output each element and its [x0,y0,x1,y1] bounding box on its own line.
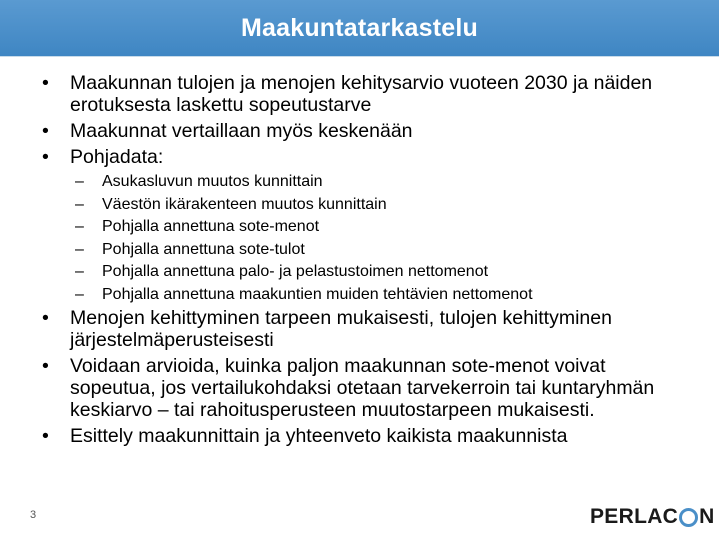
dash-icon: – [75,240,84,258]
bullet-item [0,355,719,421]
bullet-text: Maakunnan tulojen ja menojen kehitysarvio vuoteen 2030 ja näiden erotuksesta laskettu sopeutustarve [70,72,653,116]
sub-bullet-text: Pohjalla annettuna palo- ja pelastustoimen nettomenot [102,263,489,280]
sub-bullet-text: Pohjalla annettuna sote-tulot [102,240,305,258]
bullet-icon: • [42,307,49,329]
slide-content [0,72,719,451]
bullet-text: Voidaan arvioida, kuinka paljon maakunnan sote-menot voivat sopeutua, jos vertailukohdaksi otetaan tarvekerroin tai kuntaryhmän keskiarvo – tai rahoitusperusteen muutostarpeen mukaisesti. [70,355,655,421]
dash-icon: – [75,173,84,190]
logo-text-end: N [699,505,715,528]
dash-icon: – [75,263,84,280]
sub-bullet-text: Väestön ikärakenteen muutos kunnittain [102,195,387,213]
bullet-item [0,425,719,447]
dash-icon: – [75,195,84,213]
bullet-item [0,72,719,116]
sub-bullet-item [0,195,719,215]
bullet-text: Menojen kehittyminen tarpeen mukaisesti, tulojen kehittyminen järjestelmäperusteisesti [70,307,612,351]
sub-bullet-text: Pohjalla annettuna maakuntien muiden tehtävien nettomenot [102,285,533,303]
bullet-icon: • [42,425,49,447]
bullet-item [0,307,719,351]
bullet-icon: • [42,72,49,94]
sub-bullet-item [0,240,719,260]
sub-bullet-text: Pohjalla annettuna sote-menot [102,218,320,235]
bullet-text: Pohjadata: [70,146,164,168]
sub-bullet-text: Asukasluvun muutos kunnittain [102,173,323,190]
bullet-item [0,146,719,168]
bullet-text: Esittely maakunnittain ja yhteenveto kaikista maakunnista [70,425,568,447]
bullet-icon: • [42,146,49,168]
page-number: 3 [30,509,37,521]
logo-text-start: PERLAC [590,505,679,528]
bullet-text: Maakunnat vertaillaan myös keskenään [70,120,413,142]
logo-ring-icon [679,508,698,527]
bullet-list [0,72,719,168]
dash-icon: – [75,285,84,303]
bullet-icon: • [42,120,49,142]
sub-bullet-list [0,172,719,305]
dash-icon: – [75,218,84,235]
sub-bullet-item [0,217,719,237]
perlacon-logo [590,505,715,529]
bullet-icon: • [42,355,49,377]
sub-bullet-item [0,285,719,305]
slide-title: Maakuntatarkastelu [240,13,479,42]
title-bar [0,0,719,57]
bullet-list-continued [0,307,719,447]
sub-bullet-item [0,172,719,192]
bullet-item [0,120,719,142]
sub-bullet-item [0,262,719,282]
